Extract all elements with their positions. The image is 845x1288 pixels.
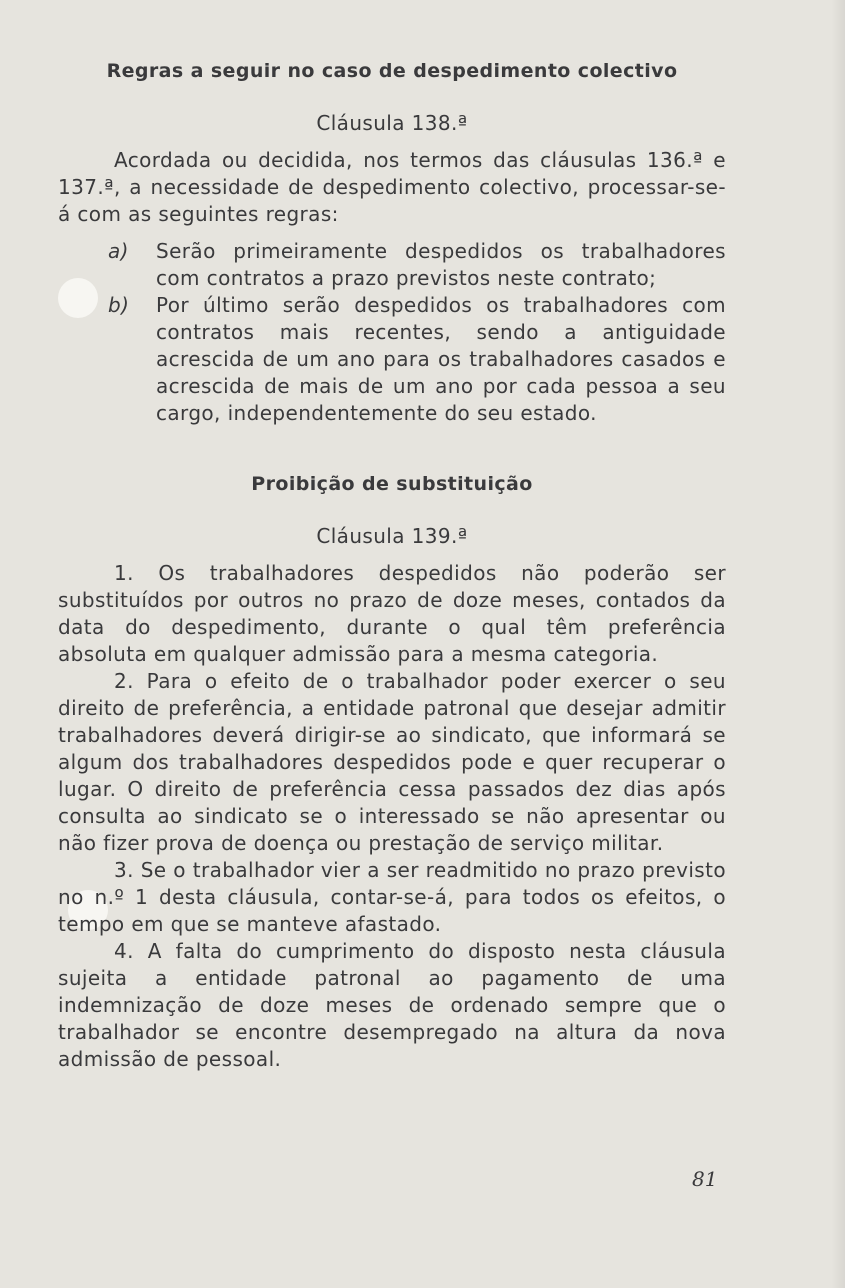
clause-139-paragraph-3: 3. Se o trabalhador vier a ser readmitido no prazo previsto no n.º 1 desta cláusula, contar-se-á, para todos os efeitos, o tempo em que se manteve afastado. xyxy=(58,858,726,936)
document-body xyxy=(58,58,726,1073)
section-heading-substituicao: Proibição de substituição xyxy=(251,473,533,495)
list-item-label: b) xyxy=(108,293,130,317)
clause-138-intro: Acordada ou decidida, nos termos das cláusulas 136.ª e 137.ª, a necessidade de despedimento colectivo, processar-se-á com as seguintes regras: xyxy=(58,148,726,226)
section-heading-despedimento: Regras a seguir no caso de despedimento colectivo xyxy=(106,60,678,82)
clause-138-title: Cláusula 138.ª xyxy=(316,111,468,135)
list-item-text: Por último serão despedidos os trabalhadores com contratos mais recentes, sendo a antiguidade acrescida de um ano para os trabalhadores casados e acrescida de mais de um ano por cada pessoa a seu cargo, independentemente do seu estado. xyxy=(156,293,726,425)
list-item-text: Serão primeiramente despedidos os trabalhadores com contratos a prazo previstos neste contrato; xyxy=(156,239,726,290)
list-item-label: a) xyxy=(108,239,129,263)
list-item xyxy=(108,238,726,292)
page-number: 81 xyxy=(692,1167,718,1191)
clause-139-paragraph-1: 1. Os trabalhadores despedidos não poderão ser substituídos por outros no prazo de doze meses, contados da data do despedimento, durante o qual têm preferência absoluta em qualquer admissão para a mesma categoria. xyxy=(58,561,726,666)
clause-139-paragraph-2: 2. Para o efeito de o trabalhador poder exercer o seu direito de preferência, a entidade patronal que desejar admitir trabalhadores deverá dirigir-se ao sindicato, que informará se algum dos trabalhadores despedidos pode e quer recuperar o lugar. O direito de preferência cessa passados dez dias após consulta ao sindicato se o interessado se não apresentar ou não fizer prova de doença ou prestação de serviço militar. xyxy=(58,669,726,855)
clause-139-title: Cláusula 139.ª xyxy=(316,524,468,548)
list-item xyxy=(108,292,726,427)
clause-139-paragraph-4: 4. A falta do cumprimento do disposto nesta cláusula sujeita a entidade patronal ao pagamento de uma indemnização de doze meses de ordenado sempre que o trabalhador se encontre desempregado na altura da nova admissão de pessoal. xyxy=(58,939,726,1071)
